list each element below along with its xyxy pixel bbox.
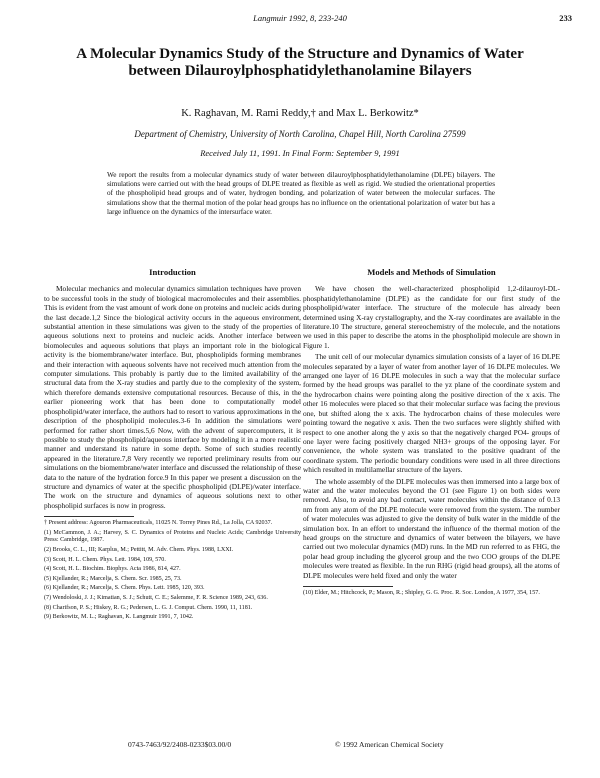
right-column	[303, 268, 560, 598]
left-column	[44, 268, 301, 622]
footnote: (10) Elder, M.; Hitchcock, P.; Mason, R.; Shipley, G. G. Proc. R. Soc. London, A 1977, 354, 157.	[303, 590, 540, 596]
introduction-paragraph: Molecular mechanics and molecular dynamics simulation techniques have proven to be successful tools in the study of biological macromolecules and their assemblies. This is evident from the vast amount of work done on proteins and nucleic acids during the last decade.1,2 Since the biological activity occurs in the aqueous environment, substantial attention in these simulations was given to the study of the properties of aqueous solutions next to proteins and nucleic acids. Another interface between biomolecules and aqueous solutions that plays an important role in the biological activity is the biomembrane/water interface. But, phospholipids forming membranes and their interaction with aqueous solvents have not received much attention from the computer simulations. This probably is partly due to the limited availability of the structural data from the X-ray studies and partly due to the complexity of the system, which therefore demands extensive computational resources. Because of this, in the earlier pioneering work that has been done to computationally model phospholipid/water interface, the authors had to resort to various approximations in the description of the phospholipid molecules.3-6 In addition the simulations were performed for rather short times.5,6 Now, with the advent of supercomputers, it is possible to study the phospholipid/aqueous interface by modeling it in a more realistic manner and understand its nature in some depth. Some of such studies recently appeared in the literature.7,8 Very recently we reported preliminary results from our simulations on the biomembrane/water interface and discussed the relationship of these data to the nature of the hydration force.9 In this paper we present a discussion on the structure and dynamics of water at the specific phospholipid (DLPE)/water interface. The work on the structure and dynamics of aqueous solutions next to other phospholipid surfaces is now in progress.	[44, 284, 301, 510]
footnote: (9) Berkowitz, M. L.; Raghavan, K. Langmuir 1991, 7, 1042.	[44, 614, 194, 621]
methods-paragraph: The whole assembly of the DLPE molecules was then immersed into a large box of water and the water molecules beyond the O1 (see Figure 1) on both sides were removed. Also, to avoid any bad contact, water molecules within the distance of 0.13 nm from any atom of the DLPE molecule were removed from the system. The number of water molecules was adjusted to give the density of bulk water in the middle of the simulation box. In an effort to understand the influence of the thermal motion of the head groups on the structure and dynamics of water between the bilayers, we have carried out two molecular dynamics (MD) runs. In the MD run referred to as FHG, the polar head group including the glycerol group and the two COO groups of the DLPE molecules were treated as flexible. In the run RHG (rigid head groups), all the atoms of DLPE molecules were held fixed and only the water	[303, 476, 561, 580]
footnote-rule	[44, 516, 134, 517]
methods-paragraph: The unit cell of our molecular dynamics simulation consists of a layer of 16 DLPE molecules separated by a layer of water from another layer of 16 DLPE molecules. We arranged one layer of 16 DLPE molecules in such a way that the molecular surface formed by the head groups was parallel to the yz plane of the coordinate system and the hydrocarbon chains were pointing along the positive direction of the x axis. The other 16 molecules were placed so that their molecular surface was facing the previous one, but shifted along the x axis. The hydrocarbon chains of these molecules were pointing toward the negative x axis. Then the two surfaces were slightly shifted with respect to one another along the y axis so that the negatively charged PO4- groups of one layer were facing positively charged NH3+ groups of the opposing layer. For convenience, the whole system was translated to the positive quadrant of the coordinate system. The periodic boundary conditions were used in all three directions which resulted in multilamellar structure of the layers.	[303, 352, 560, 475]
footnote: (1) McCammon, J. A.; Harvey, S. C. Dynamics of Proteins and Nucleic Acids; Cambridge University Press: Cambridge, 1987.	[44, 529, 301, 544]
introduction-heading: Introduction	[149, 267, 196, 277]
methods-heading: Models and Methods of Simulation	[367, 267, 496, 277]
page-footer	[0, 740, 600, 754]
author-list: K. Raghavan, M. Rami Reddy,† and Max L. Berkowitz*	[181, 108, 419, 119]
methods-paragraph: We have chosen the well-characterized phospholipid 1,2-dilauroyl-DL-phosphatidylethanolamine (DLPE) as the candidate for our first study of the phospholipid/water interface. The structure of the molecule has already been determined using X-ray crystallography, and the X-ray coordinates are available in the literature.10 The structure, general stereochemistry of the molecule, and the notations we used in this paper to describe the atoms in the phospholipid molecule are shown in Figure 1.	[303, 284, 560, 350]
journal-citation: Langmuir 1992, 8, 233-240	[253, 13, 347, 23]
footnote: (5) Kjellander, R.; Marcelja, S. Chem. Scr. 1985, 25, 73.	[44, 575, 182, 582]
copyright-notice: © 1992 American Chemical Society	[335, 740, 444, 749]
running-header	[0, 13, 600, 27]
footnote: (8) Charifson, P. S.; Hiskey, R. G.; Pedersen, L. G. J. Comput. Chem. 1990, 11, 1181.	[44, 604, 253, 611]
article-code: 0743-7463/92/2408-0233$03.00/0	[128, 740, 232, 749]
footnote: † Present address: Agouron Pharmaceuticals, 11025 N. Torrey Pines Rd., La Jolla, CA 92037.	[44, 520, 273, 527]
footnote: (6) Kjellander, R.; Marcelja, S. Chem. Phys. Lett. 1985, 120, 393.	[44, 585, 205, 592]
footnote: (7) Wendoloski, J. J.; Kimatian, S. J.; Schutt, C. E.; Salemme, F. R. Science 1989, 243, 636.	[44, 594, 268, 601]
footnote: (3) Scott, H. L. Chem. Phys. Lett. 1984, 109, 570.	[44, 556, 166, 563]
received-date: Received July 11, 1991. In Final Form: September 9, 1991	[200, 148, 400, 158]
article-title: A Molecular Dynamics Study of the Structure and Dynamics of Water between Dilauroylphosphatidylethanolamine Bilayers	[76, 46, 524, 79]
footnote: (4) Scott, H. L. Biochim. Biophys. Acta 1986, 814, 427.	[44, 566, 181, 573]
affiliation: Department of Chemistry, University of North Carolina, Chapel Hill, North Carolina 27599	[134, 129, 466, 139]
page-number: 233	[559, 13, 572, 23]
footnote-rule	[303, 586, 393, 587]
footnote: (2) Brooks, C. L., III; Karplus, M.; Pettitt, M. Adv. Chem. Phys. 1988, LXXI.	[44, 546, 234, 553]
abstract: We report the results from a molecular dynamics study of water between dilauroylphosphatidylethanolamine (DLPE) bilayers. The simulations were carried out with the head groups of DLPE treated as flexible as well as rigid. We studied the orientational properties of the phospholipid head groups and of water, hydrogen bonding, and polarization of water between the molecular surfaces. The simulations show that the thermal motion of the polar head groups has no influence on the orientational polarization of water but has a large influence on the dynamics of the intersurface water.	[107, 171, 495, 216]
